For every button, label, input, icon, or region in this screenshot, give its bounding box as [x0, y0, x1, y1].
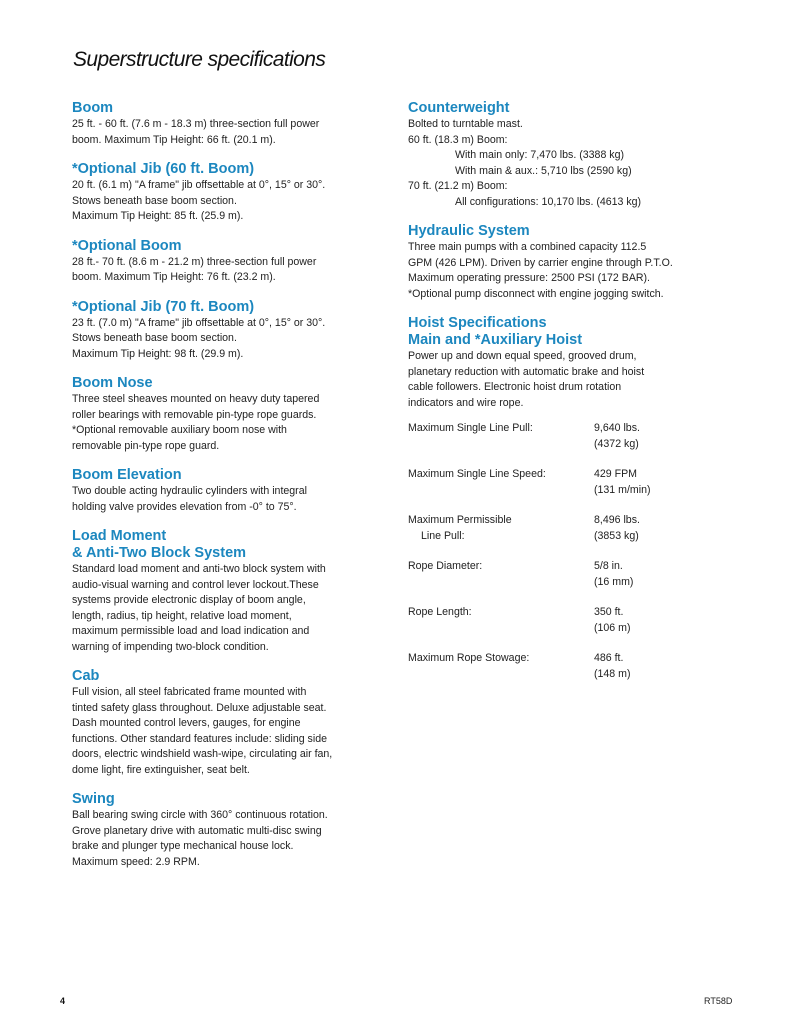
spec-label-line: Maximum Single Line Pull:: [408, 422, 533, 434]
section-subheading: Main and *Auxiliary Hoist: [408, 332, 583, 348]
spec-row: [408, 651, 738, 682]
text-line: Ball bearing swing circle with 360° continuous rotation.: [72, 809, 328, 821]
text-line: planetary reduction with automatic brake and hoist: [408, 365, 645, 378]
spec-value-line: 8,496 lbs.: [594, 514, 640, 526]
text-line: 23 ft. (7.0 m) "A frame" jib offsettable at 0°, 15° or 30°.: [72, 316, 326, 329]
spec-label-line: Maximum Single Line Speed:: [408, 468, 546, 480]
text-line: boom. Maximum Tip Height: 66 ft. (20.1 m).: [72, 133, 276, 146]
spec-section: [72, 467, 390, 515]
spec-label: [408, 513, 594, 544]
text-line: Two double acting hydraulic cylinders with integral: [72, 485, 307, 497]
text-line: With main only: 7,470 lbs. (3388 kg): [455, 149, 624, 161]
text-line: removable pin-type rope guard.: [72, 439, 220, 452]
spec-value-line: (106 m): [594, 621, 631, 634]
text-line: Power up and down equal speed, grooved drum,: [408, 350, 637, 362]
text-line: length, radius, tip height, relative load moment,: [72, 609, 292, 622]
spec-value-line: 429 FPM: [594, 468, 637, 480]
spec-row: [408, 467, 738, 498]
text-line: systems provide electronic display of boom angle,: [72, 594, 306, 606]
spec-label-line: Maximum Rope Stowage:: [408, 652, 530, 664]
spec-label-line: Rope Length:: [408, 606, 472, 618]
spec-value: [594, 559, 633, 590]
text-line: *Optional pump disconnect with engine jogging switch.: [408, 287, 664, 300]
section-heading: Cab: [72, 668, 100, 684]
spec-section: [72, 100, 390, 148]
section-heading: Counterweight: [408, 100, 510, 116]
text-line: *Optional removable auxiliary boom nose with: [72, 424, 287, 436]
spec-value-line: (3853 kg): [594, 529, 639, 542]
text-line: 70 ft. (21.2 m) Boom:: [408, 180, 508, 192]
text-line: Maximum Tip Height: 98 ft. (29.9 m).: [72, 347, 244, 360]
text-line: Dash mounted control levers, gauges, for engine: [72, 717, 301, 729]
spec-label: [408, 651, 594, 682]
spec-value: [594, 467, 651, 498]
text-line: Maximum Tip Height: 85 ft. (25.9 m).: [72, 210, 244, 222]
text-line: audio-visual warning and control lever lockout.These: [72, 578, 319, 591]
text-line: boom. Maximum Tip Height: 76 ft. (23.2 m).: [72, 271, 276, 283]
text-line: Standard load moment and anti-two block system with: [72, 563, 326, 575]
spec-section: [72, 161, 390, 225]
text-line: dome light, fire extinguisher, seat belt.: [72, 763, 250, 776]
spec-value-line: 9,640 lbs.: [594, 422, 640, 434]
spec-label: [408, 421, 594, 452]
page-title: Superstructure specifications: [73, 48, 326, 71]
right-column: [408, 100, 738, 697]
text-line: All configurations: 10,170 lbs. (4613 kg): [455, 195, 642, 208]
section-heading: Swing: [72, 791, 115, 807]
spec-value: [594, 513, 640, 544]
model-code: RT58D: [704, 996, 733, 1006]
text-line: brake and plunger type mechanical house lock.: [72, 840, 294, 852]
text-line: Three main pumps with a combined capacity 112.5: [408, 241, 647, 253]
spec-value-line: (148 m): [594, 667, 631, 680]
text-line: Bolted to turntable mast.: [408, 118, 523, 130]
spec-label: [408, 605, 594, 636]
text-line: Stows beneath base boom section.: [72, 194, 237, 207]
spec-section: [72, 668, 390, 778]
counterweight-section: [408, 100, 738, 210]
section-heading: & Anti-Two Block System: [72, 545, 247, 561]
text-line: tinted safety glass throughout. Deluxe adjustable seat.: [72, 701, 327, 714]
text-line: Maximum operating pressure: 2500 PSI (172 BAR).: [408, 272, 651, 284]
spec-label-line: Rope Diameter:: [408, 560, 483, 572]
spec-row: [408, 559, 738, 590]
spec-section: [72, 375, 390, 454]
spec-label-line: Line Pull:: [421, 529, 465, 542]
page-number: 4: [60, 996, 66, 1006]
text-line: Grove planetary drive with automatic multi-disc swing: [72, 824, 322, 837]
spec-value: [594, 421, 640, 452]
spec-section: [72, 791, 390, 870]
text-line: 20 ft. (6.1 m) "A frame" jib offsettable at 0°, 15° or 30°.: [72, 179, 326, 191]
text-line: holding valve provides elevation from -0° to 75°.: [72, 500, 297, 513]
spec-value: [594, 651, 631, 682]
spec-value: [594, 605, 631, 636]
section-heading: *Optional Jib (60 ft. Boom): [72, 161, 255, 177]
section-heading: Boom: [72, 100, 114, 116]
section-heading: Boom Elevation: [72, 467, 182, 483]
hydraulic-section: [408, 223, 738, 302]
section-heading: Load Moment: [72, 528, 167, 544]
text-line: Stows beneath base boom section.: [72, 332, 237, 344]
spec-label: [408, 559, 594, 590]
text-line: warning of impending two-block condition.: [72, 640, 269, 653]
section-heading: *Optional Boom: [72, 237, 182, 254]
text-line: Three steel sheaves mounted on heavy duty tapered: [72, 393, 320, 405]
spec-value-line: 5/8 in.: [594, 560, 623, 572]
text-line: indicators and wire rope.: [408, 396, 524, 409]
text-line: GPM (426 LPM). Driven by carrier engine through P.T.O.: [408, 256, 673, 269]
hoist-spec-table: [408, 421, 738, 682]
text-line: roller bearings with removable pin-type rope guards.: [72, 408, 317, 421]
text-line: With main & aux.: 5,710 lbs (2590 kg): [455, 164, 632, 177]
spec-label: [408, 467, 594, 498]
spec-row: [408, 513, 738, 544]
section-heading: *Optional Jib (70 ft. Boom): [72, 298, 255, 315]
spec-label-line: Maximum Permissible: [408, 514, 512, 526]
spec-value-line: 486 ft.: [594, 652, 624, 664]
section-heading: Hoist Specifications: [408, 315, 547, 331]
text-line: functions. Other standard features include: sliding side: [72, 732, 327, 745]
text-line: 60 ft. (18.3 m) Boom:: [408, 133, 508, 146]
spec-section: [72, 299, 390, 363]
hoist-section: [408, 315, 738, 682]
text-line: Full vision, all steel fabricated frame mounted with: [72, 686, 307, 698]
text-line: maximum permissible load and load indication and: [72, 625, 310, 637]
spec-value-line: (131 m/min): [594, 483, 651, 496]
section-heading: Boom Nose: [72, 375, 153, 391]
text-line: 28 ft.- 70 ft. (8.6 m - 21.2 m) three-section full power: [72, 255, 317, 268]
left-column: [72, 100, 390, 883]
spec-value-line: (16 mm): [594, 575, 634, 588]
spec-section: [72, 238, 390, 286]
text-line: doors, electric windshield wash-wipe, circulating air fan,: [72, 748, 333, 760]
spec-row: [408, 421, 738, 452]
spec-row: [408, 605, 738, 636]
text-line: Maximum speed: 2.9 RPM.: [72, 855, 200, 868]
spec-section: [72, 528, 390, 655]
text-line: 25 ft. - 60 ft. (7.6 m - 18.3 m) three-section full power: [72, 118, 320, 130]
spec-value-line: 350 ft.: [594, 606, 624, 618]
spec-value-line: (4372 kg): [594, 437, 639, 450]
text-line: cable followers. Electronic hoist drum rotation: [408, 381, 622, 393]
section-heading: Hydraulic System: [408, 223, 530, 239]
